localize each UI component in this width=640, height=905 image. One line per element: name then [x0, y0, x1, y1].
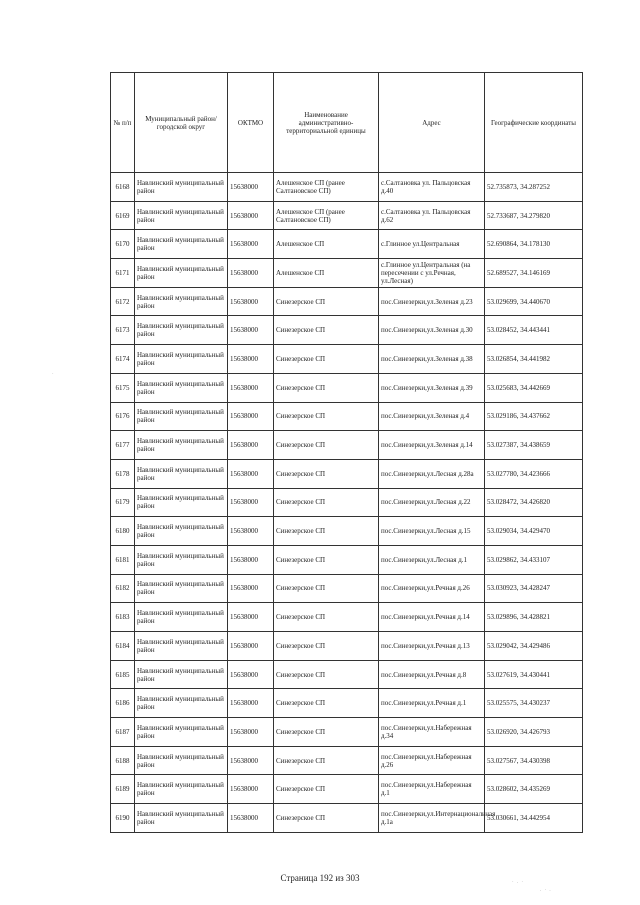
row-number: 6177	[111, 431, 135, 460]
oktmo-cell: 15638000	[228, 459, 274, 488]
row-number: 6189	[111, 775, 135, 804]
table-row	[111, 173, 583, 202]
oktmo-cell: 15638000	[228, 545, 274, 574]
unit-cell: Синезерское СП	[274, 718, 379, 747]
row-number: 6178	[111, 459, 135, 488]
district-cell: Навлинский муниципальный район	[135, 718, 228, 747]
row-number: 6175	[111, 373, 135, 402]
address-cell: пос.Синезерки,ул.Зеленая д.30	[379, 316, 485, 345]
coords-cell: 53.025575, 34.430237	[485, 689, 583, 718]
address-cell: пос.Синезерки,ул.Речная д.8	[379, 660, 485, 689]
coords-cell: 52.690864, 34.178130	[485, 230, 583, 259]
header-district: Муниципальный район/городской округ	[135, 73, 228, 173]
row-number: 6179	[111, 488, 135, 517]
address-cell: пос.Синезерки,ул.Лесная д.28а	[379, 459, 485, 488]
row-number: 6183	[111, 603, 135, 632]
district-cell: Навлинский муниципальный район	[135, 459, 228, 488]
coords-cell: 53.030661, 34.442954	[485, 804, 583, 833]
district-cell: Навлинский муниципальный район	[135, 488, 228, 517]
unit-cell: Алешенское СП (ранее Салтановское СП)	[274, 173, 379, 202]
coords-cell: 52.733687, 34.279820	[485, 201, 583, 230]
address-cell: пос.Синезерки,ул.Набережная д.34	[379, 718, 485, 747]
table-row	[111, 431, 583, 460]
address-cell: пос.Синезерки,ул.Интернациональная д.1а	[379, 804, 485, 833]
registry-table	[110, 72, 583, 833]
address-cell: пос.Синезерки,ул.Речная д.26	[379, 574, 485, 603]
oktmo-cell: 15638000	[228, 632, 274, 661]
oktmo-cell: 15638000	[228, 689, 274, 718]
unit-cell: Синезерское СП	[274, 431, 379, 460]
row-number: 6176	[111, 402, 135, 431]
header-coords: Географические координаты	[485, 73, 583, 173]
district-cell: Навлинский муниципальный район	[135, 173, 228, 202]
coords-cell: 53.029186, 34.437662	[485, 402, 583, 431]
oktmo-cell: 15638000	[228, 316, 274, 345]
coords-cell: 53.028472, 34.426820	[485, 488, 583, 517]
coords-cell: 53.025683, 34.442669	[485, 373, 583, 402]
table-row	[111, 402, 583, 431]
oktmo-cell: 15638000	[228, 746, 274, 775]
row-number: 6168	[111, 173, 135, 202]
district-cell: Навлинский муниципальный район	[135, 804, 228, 833]
row-number: 6172	[111, 287, 135, 316]
district-cell: Навлинский муниципальный район	[135, 775, 228, 804]
address-cell: с.Глинное ул.Центральная (на пересечении с ул.Речная, ул.Лесная)	[379, 259, 485, 288]
oktmo-cell: 15638000	[228, 574, 274, 603]
table-row	[111, 775, 583, 804]
row-number: 6190	[111, 804, 135, 833]
coords-cell: 53.028602, 34.435269	[485, 775, 583, 804]
oktmo-cell: 15638000	[228, 431, 274, 460]
oktmo-cell: 15638000	[228, 775, 274, 804]
unit-cell: Синезерское СП	[274, 459, 379, 488]
row-number: 6170	[111, 230, 135, 259]
oktmo-cell: 15638000	[228, 603, 274, 632]
address-cell: с.Салтановка ул. Пальцовская д.40	[379, 173, 485, 202]
unit-cell: Синезерское СП	[274, 632, 379, 661]
coords-cell: 53.029699, 34.440670	[485, 287, 583, 316]
address-cell: пос.Синезерки,ул.Зеленая д.14	[379, 431, 485, 460]
scan-mark: · . ·	[512, 880, 525, 885]
address-cell: с.Глинное ул.Центральная	[379, 230, 485, 259]
oktmo-cell: 15638000	[228, 173, 274, 202]
row-number: 6182	[111, 574, 135, 603]
address-cell: пос.Синезерки,ул.Зеленая д.38	[379, 345, 485, 374]
address-cell: пос.Синезерки,ул.Набережная д.26	[379, 746, 485, 775]
district-cell: Навлинский муниципальный район	[135, 316, 228, 345]
unit-cell: Синезерское СП	[274, 775, 379, 804]
address-cell: пос.Синезерки,ул.Лесная д.1	[379, 545, 485, 574]
district-cell: Навлинский муниципальный район	[135, 632, 228, 661]
address-cell: пос.Синезерки,ул.Зеленая д.39	[379, 373, 485, 402]
district-cell: Навлинский муниципальный район	[135, 517, 228, 546]
table-row	[111, 746, 583, 775]
row-number: 6188	[111, 746, 135, 775]
table-row	[111, 689, 583, 718]
unit-cell: Синезерское СП	[274, 316, 379, 345]
table-row	[111, 660, 583, 689]
coords-cell: 52.735873, 34.287252	[485, 173, 583, 202]
coords-cell: 53.029042, 34.429486	[485, 632, 583, 661]
address-cell: пос.Синезерки,ул.Зеленая д.23	[379, 287, 485, 316]
unit-cell: Синезерское СП	[274, 804, 379, 833]
unit-cell: Синезерское СП	[274, 488, 379, 517]
oktmo-cell: 15638000	[228, 517, 274, 546]
oktmo-cell: 15638000	[228, 402, 274, 431]
district-cell: Навлинский муниципальный район	[135, 660, 228, 689]
district-cell: Навлинский муниципальный район	[135, 545, 228, 574]
coords-cell: 53.029034, 34.429470	[485, 517, 583, 546]
district-cell: Навлинский муниципальный район	[135, 201, 228, 230]
header-unit: Наименование административно-территориальной единицы	[274, 73, 379, 173]
coords-cell: 53.029896, 34.428821	[485, 603, 583, 632]
district-cell: Навлинский муниципальный район	[135, 402, 228, 431]
unit-cell: Синезерское СП	[274, 345, 379, 374]
district-cell: Навлинский муниципальный район	[135, 230, 228, 259]
coords-cell: 53.026920, 34.426793	[485, 718, 583, 747]
table-row	[111, 718, 583, 747]
table-row	[111, 488, 583, 517]
unit-cell: Синезерское СП	[274, 603, 379, 632]
table-row	[111, 545, 583, 574]
oktmo-cell: 15638000	[228, 804, 274, 833]
row-number: 6173	[111, 316, 135, 345]
unit-cell: Синезерское СП	[274, 287, 379, 316]
address-cell: пос.Синезерки,ул.Лесная д.15	[379, 517, 485, 546]
row-number: 6187	[111, 718, 135, 747]
unit-cell: Синезерское СП	[274, 545, 379, 574]
unit-cell: Синезерское СП	[274, 402, 379, 431]
oktmo-cell: 15638000	[228, 201, 274, 230]
unit-cell: Алешенское СП	[274, 259, 379, 288]
header-num: № п/п	[111, 73, 135, 173]
unit-cell: Синезерское СП	[274, 517, 379, 546]
oktmo-cell: 15638000	[228, 259, 274, 288]
unit-cell: Алешенское СП	[274, 230, 379, 259]
row-number: 6184	[111, 632, 135, 661]
oktmo-cell: 15638000	[228, 373, 274, 402]
address-cell: пос.Синезерки,ул.Набережная д.1	[379, 775, 485, 804]
coords-cell: 53.027780, 34.423666	[485, 459, 583, 488]
coords-cell: 53.030923, 34.428247	[485, 574, 583, 603]
table-row	[111, 517, 583, 546]
unit-cell: Алешенское СП (ранее Салтановское СП)	[274, 201, 379, 230]
row-number: 6180	[111, 517, 135, 546]
district-cell: Навлинский муниципальный район	[135, 689, 228, 718]
address-cell: пос.Синезерки,ул.Речная д.14	[379, 603, 485, 632]
coords-cell: 53.027387, 34.438659	[485, 431, 583, 460]
table-row	[111, 201, 583, 230]
district-cell: Навлинский муниципальный район	[135, 259, 228, 288]
oktmo-cell: 15638000	[228, 718, 274, 747]
address-cell: пос.Синезерки,ул.Лесная д.22	[379, 488, 485, 517]
oktmo-cell: 15638000	[228, 230, 274, 259]
row-number: 6181	[111, 545, 135, 574]
table-row	[111, 804, 583, 833]
oktmo-cell: 15638000	[228, 488, 274, 517]
district-cell: Навлинский муниципальный район	[135, 345, 228, 374]
oktmo-cell: 15638000	[228, 287, 274, 316]
table-header	[111, 73, 583, 173]
coords-cell: 53.029862, 34.433107	[485, 545, 583, 574]
row-number: 6169	[111, 201, 135, 230]
coords-cell: 53.027619, 34.430441	[485, 660, 583, 689]
row-number: 6185	[111, 660, 135, 689]
address-cell: пос.Синезерки,ул.Зеленая д.4	[379, 402, 485, 431]
address-cell: с.Салтановка ул. Пальцовская д.62	[379, 201, 485, 230]
coords-cell: 53.027567, 34.430398	[485, 746, 583, 775]
table-row	[111, 603, 583, 632]
unit-cell: Синезерское СП	[274, 746, 379, 775]
district-cell: Навлинский муниципальный район	[135, 574, 228, 603]
row-number: 6174	[111, 345, 135, 374]
unit-cell: Синезерское СП	[274, 660, 379, 689]
table-row	[111, 632, 583, 661]
header-address: Адрес	[379, 73, 485, 173]
district-cell: Навлинский муниципальный район	[135, 746, 228, 775]
row-number: 6186	[111, 689, 135, 718]
district-cell: Навлинский муниципальный район	[135, 287, 228, 316]
unit-cell: Синезерское СП	[274, 689, 379, 718]
district-cell: Навлинский муниципальный район	[135, 603, 228, 632]
unit-cell: Синезерское СП	[274, 373, 379, 402]
unit-cell: Синезерское СП	[274, 574, 379, 603]
table-row	[111, 230, 583, 259]
coords-cell: 53.026854, 34.441982	[485, 345, 583, 374]
oktmo-cell: 15638000	[228, 345, 274, 374]
table-row	[111, 345, 583, 374]
table-row	[111, 574, 583, 603]
scan-mark: . · .	[540, 888, 552, 893]
coords-cell: 52.689527, 34.146169	[485, 259, 583, 288]
table-row	[111, 287, 583, 316]
coords-cell: 53.028452, 34.443441	[485, 316, 583, 345]
table-body	[111, 173, 583, 833]
district-cell: Навлинский муниципальный район	[135, 431, 228, 460]
table-row	[111, 316, 583, 345]
district-cell: Навлинский муниципальный район	[135, 373, 228, 402]
page-number: Страница 192 из 303	[280, 873, 360, 883]
table-row	[111, 459, 583, 488]
scan-mark: ·	[52, 372, 55, 377]
address-cell: пос.Синезерки,ул.Речная д.1	[379, 689, 485, 718]
row-number: 6171	[111, 259, 135, 288]
table-row	[111, 373, 583, 402]
table-row	[111, 259, 583, 288]
oktmo-cell: 15638000	[228, 660, 274, 689]
header-oktmo: ОКТМО	[228, 73, 274, 173]
address-cell: пос.Синезерки,ул.Речная д.13	[379, 632, 485, 661]
